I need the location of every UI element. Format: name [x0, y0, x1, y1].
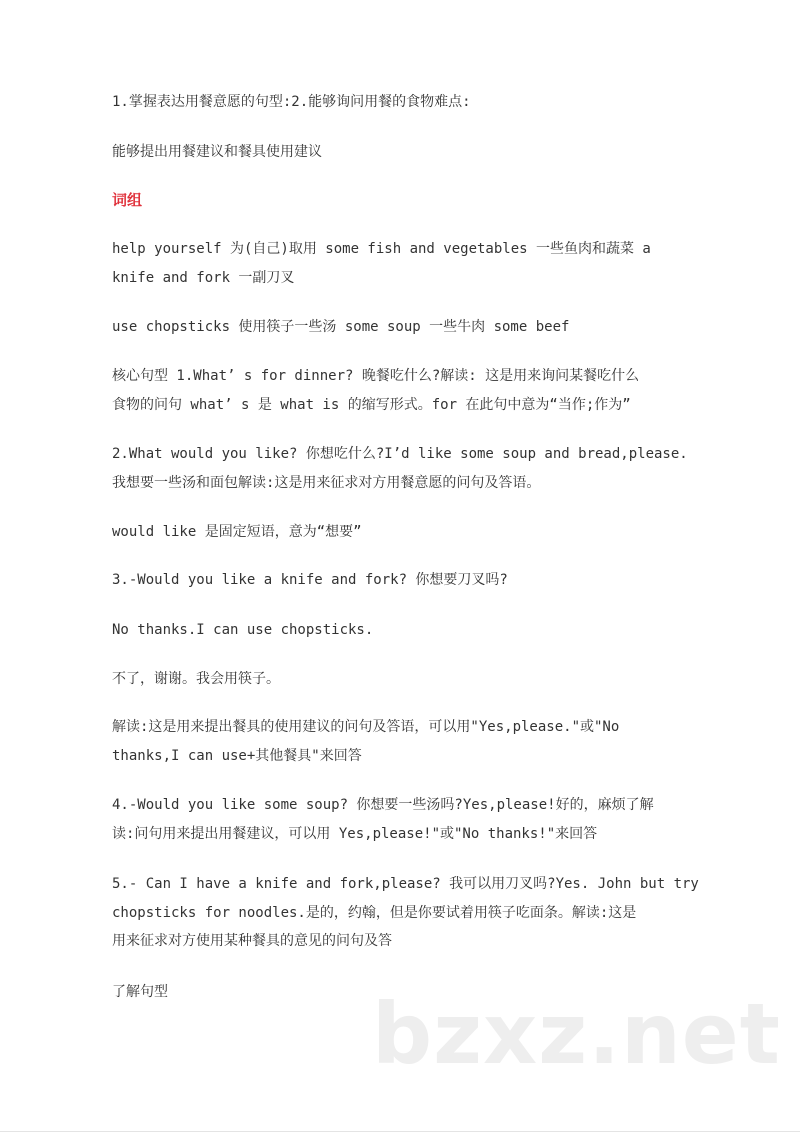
text-line: thanks,I can use+其他餐具"来回答	[112, 747, 362, 764]
paragraph-sentence-4	[112, 791, 692, 848]
text-line: 我想要一些汤和面包解读:这是用来征求对方用餐意愿的问句及答语。	[112, 474, 541, 491]
paragraph-would-like	[112, 518, 692, 547]
text-line: No thanks.I can use chopsticks.	[112, 622, 374, 638]
text-line: 读:问句用来提出用餐建议，可以用 Yes,please!"或"No thanks!"来回答	[112, 825, 598, 842]
text-line: 用来征求对方使用某种餐具的意见的问句及答	[112, 933, 392, 949]
text-line: use chopsticks 使用筷子一些汤 some soup 一些牛肉 some beef	[112, 319, 570, 335]
text-line: 1.掌握表达用餐意愿的句型:2.能够询问用餐的食物难点:	[112, 94, 471, 110]
paragraph-phrases-2	[112, 313, 692, 342]
paragraph-phrases-1	[112, 235, 692, 292]
text-line: help yourself 为(自己)取用 some fish and vegetables 一些鱼肉和蔬菜 a	[112, 241, 651, 257]
text-line: 核心句型 1.What’ s for dinner? 晚餐吃什么?解读: 这是用来询问某餐吃什么	[112, 368, 640, 384]
text-line: 食物的问句 what’ s 是 what is 的缩写形式。for 在此句中意为“当作;作为”	[112, 396, 631, 413]
paragraph-difficulty	[112, 138, 692, 167]
heading-text: 词组	[112, 191, 143, 209]
text-line: 能够提出用餐建议和餐具使用建议	[112, 144, 322, 160]
watermark: bzxz.net	[372, 985, 781, 1083]
paragraph-no-thanks	[112, 616, 692, 645]
paragraph-sentence-2	[112, 440, 692, 497]
text-line: 5.- Can I have a knife and fork,please? 我可以用刀叉吗?Yes. John but try	[112, 876, 699, 892]
page-divider	[0, 1131, 800, 1132]
text-line: 2.What would you like? 你想吃什么?I’d like some soup and bread,please.	[112, 446, 688, 462]
text-line: 解读:这是用来提出餐具的使用建议的问句及答语，可以用"Yes,please."或"No	[112, 719, 620, 735]
text-line: knife and fork 一副刀叉	[112, 269, 295, 286]
text-line: would like 是固定短语，意为“想要”	[112, 524, 362, 540]
paragraph-no-thanks-cn	[112, 665, 692, 694]
paragraph-sentence-5	[112, 870, 699, 956]
paragraph-objectives	[112, 88, 692, 117]
paragraph-sentence-1	[112, 362, 692, 419]
paragraph-sentence-3	[112, 566, 692, 595]
text-line: 4.-Would you like some soup? 你想要一些汤吗?Yes,please!好的，麻烦了解	[112, 797, 654, 813]
text-line: chopsticks for noodles.是的，约翰，但是你要试着用筷子吃面条。解读:这是	[112, 904, 637, 921]
text-line: 了解句型	[112, 984, 168, 1000]
paragraph-explanation-3	[112, 713, 692, 770]
text-line: 3.-Would you like a knife and fork? 你想要刀叉吗?	[112, 572, 508, 588]
section-heading-phrases	[112, 186, 692, 215]
text-line: 不了，谢谢。我会用筷子。	[112, 671, 280, 687]
